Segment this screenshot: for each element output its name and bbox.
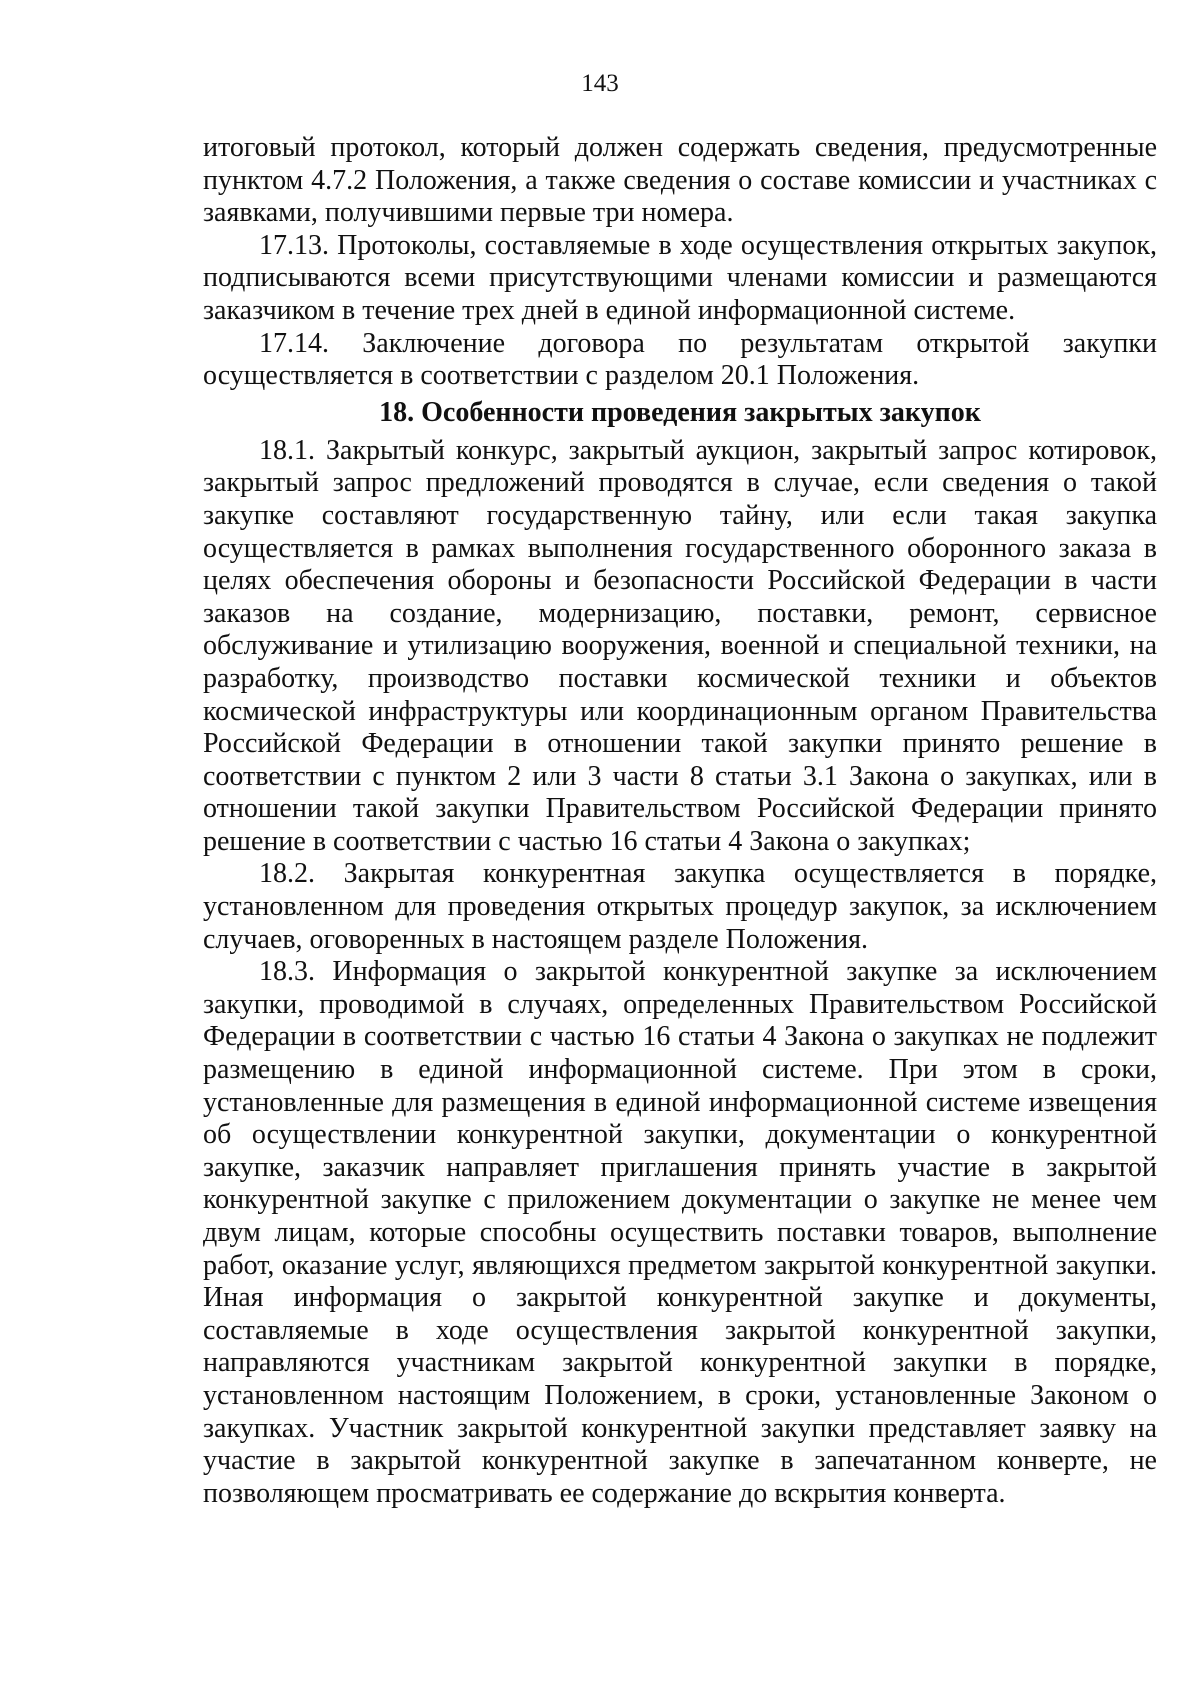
paragraph-continuation: итоговый протокол, который должен содержать сведения, предусмотренные пунктом 4.7.2 Положения, а также сведения о составе комиссии и участниках с заявками, получившими первые три номера. (203, 132, 1157, 229)
paragraph-18-2: 18.2. Закрытая конкурентная закупка осуществляется в порядке, установленном для проведения открытых процедур закупок, за исключением случаев, оговоренных в настоящем разделе Положения. (203, 858, 1157, 955)
page-number: 143 (581, 70, 619, 97)
document-body (203, 132, 1157, 1510)
section-heading-18: 18. Особенности проведения закрытых закупок (379, 396, 981, 428)
paragraph-18-3: 18.3. Информация о закрытой конкурентной закупке за исключением закупки, проводимой в случаях, определенных Правительством Российской Федерации в соответствии с частью 16 статьи 4 Закона о закупках не подлежит размещению в единой информационной системе. При этом в сроки, установленные для размещения в единой информационной системе извещения об осуществлении конкурентной закупки, документации о конкурентной закупке, заказчик направляет приглашения принять участие в закрытой конкурентной закупке с приложением документации о закупке не менее чем двум лицам, которые способны осуществить поставки товаров, выполнение работ, оказание услуг, являющихся предметом закрытой конкурентной закупки. Иная информация о закрытой конкурентной закупке и документы, составляемые в ходе осуществления закрытой конкурентной закупки, направляются участникам закрытой конкурентной закупки в порядке, установленном настоящим Положением, в сроки, установленные Законом о закупках. Участник закрытой конкурентной закупки представляет заявку на участие в закрытой конкурентной закупке в запечатанном конверте, не позволяющем просматривать ее содержание до вскрытия конверта. (203, 956, 1157, 1509)
paragraph-18-1: 18.1. Закрытый конкурс, закрытый аукцион, закрытый запрос котировок, закрытый запрос предложений проводятся в случае, если сведения о такой закупке составляют государственную тайну, или если такая закупка осуществляется в рамках выполнения государственного оборонного заказа в целях обеспечения обороны и безопасности Российской Федерации в части заказов на создание, модернизацию, поставки, ремонт, сервисное обслуживание и утилизацию вооружения, военной и специальной техники, на разработку, производство поставки космической техники и объектов космической инфраструктуры или координационным органом Правительства Российской Федерации в отношении такой закупки принято решение в соответствии с пунктом 2 или 3 части 8 статьи 3.1 Закона о закупках, или в отношении такой закупки Правительством Российской Федерации принято решение в соответствии с частью 16 статьи 4 Закона о закупках; (203, 434, 1157, 857)
paragraph-17-13: 17.13. Протоколы, составляемые в ходе осуществления открытых закупок, подписываются всеми присутствующими членами комиссии и размещаются заказчиком в течение трех дней в единой информационной системе. (203, 229, 1157, 326)
paragraph-17-14: 17.14. Заключение договора по результатам открытой закупки осуществляется в соответствии с разделом 20.1 Положения. (203, 327, 1157, 392)
